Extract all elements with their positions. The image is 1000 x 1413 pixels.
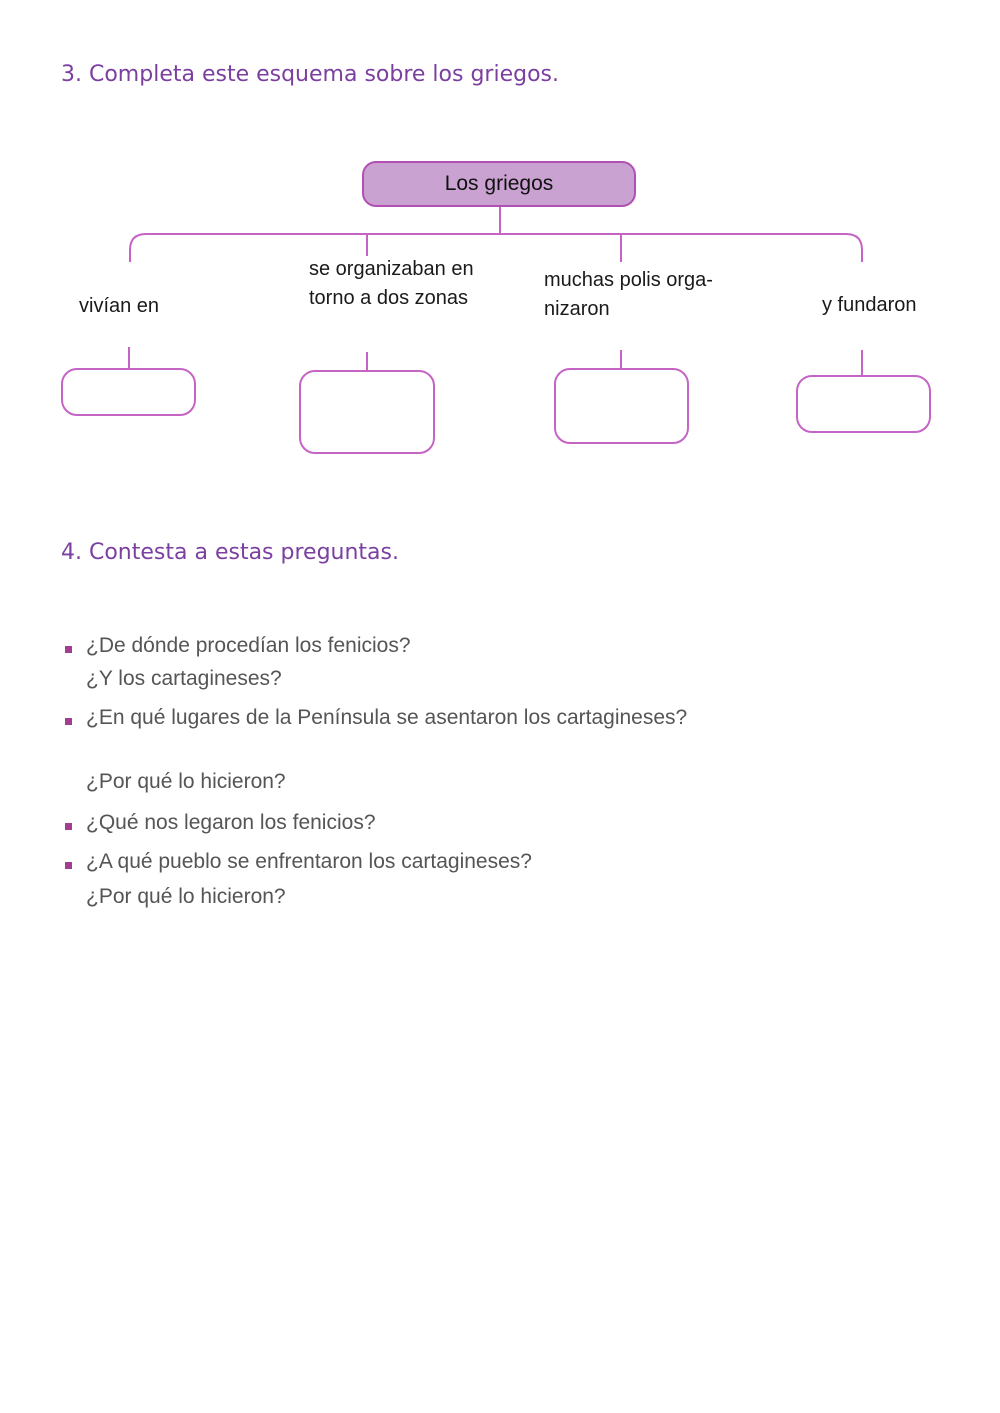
branch-bar xyxy=(130,234,862,262)
section-3-heading: 3. Completa este esquema sobre los griegos. xyxy=(61,62,559,87)
bullet-icon xyxy=(65,646,72,653)
question-2-line-2: ¿Por qué lo hicieron? xyxy=(86,770,286,793)
bullet-icon xyxy=(65,862,72,869)
answer-box-organized[interactable] xyxy=(299,370,435,454)
connector-lines xyxy=(0,0,1000,520)
branch-label-polis-organized: muchas polis orga- nizaron xyxy=(544,269,713,320)
question-1-line-2: ¿Y los cartagineses? xyxy=(86,667,282,690)
question-4-line-1: ¿A qué pueblo se enfrentaron los cartagineses? xyxy=(86,850,532,873)
question-3-line-1: ¿Qué nos legaron los fenicios? xyxy=(86,811,376,834)
answer-box-polis-organized[interactable] xyxy=(554,368,689,444)
bullet-icon xyxy=(65,718,72,725)
answer-box-lived-in[interactable] xyxy=(61,368,196,416)
root-node xyxy=(362,161,636,207)
section-4-heading: 4. Contesta a estas preguntas. xyxy=(61,540,399,565)
question-4-line-2: ¿Por qué lo hicieron? xyxy=(86,885,286,908)
branch-label-organized: se organizaban en torno a dos zonas xyxy=(309,258,474,309)
greeks-concept-map xyxy=(0,0,1000,520)
bullet-icon xyxy=(65,823,72,830)
answer-box-founded[interactable] xyxy=(796,375,931,433)
branch-label-lived-in: vivían en xyxy=(79,295,160,317)
question-1-line-1: ¿De dónde procedían los fenicios? xyxy=(86,634,411,657)
branch-label-founded: y fundaron xyxy=(822,294,917,316)
root-label: Los griegos xyxy=(444,172,554,195)
question-2-line-1: ¿En qué lugares de la Península se asentaron los cartagineses? xyxy=(86,706,688,729)
